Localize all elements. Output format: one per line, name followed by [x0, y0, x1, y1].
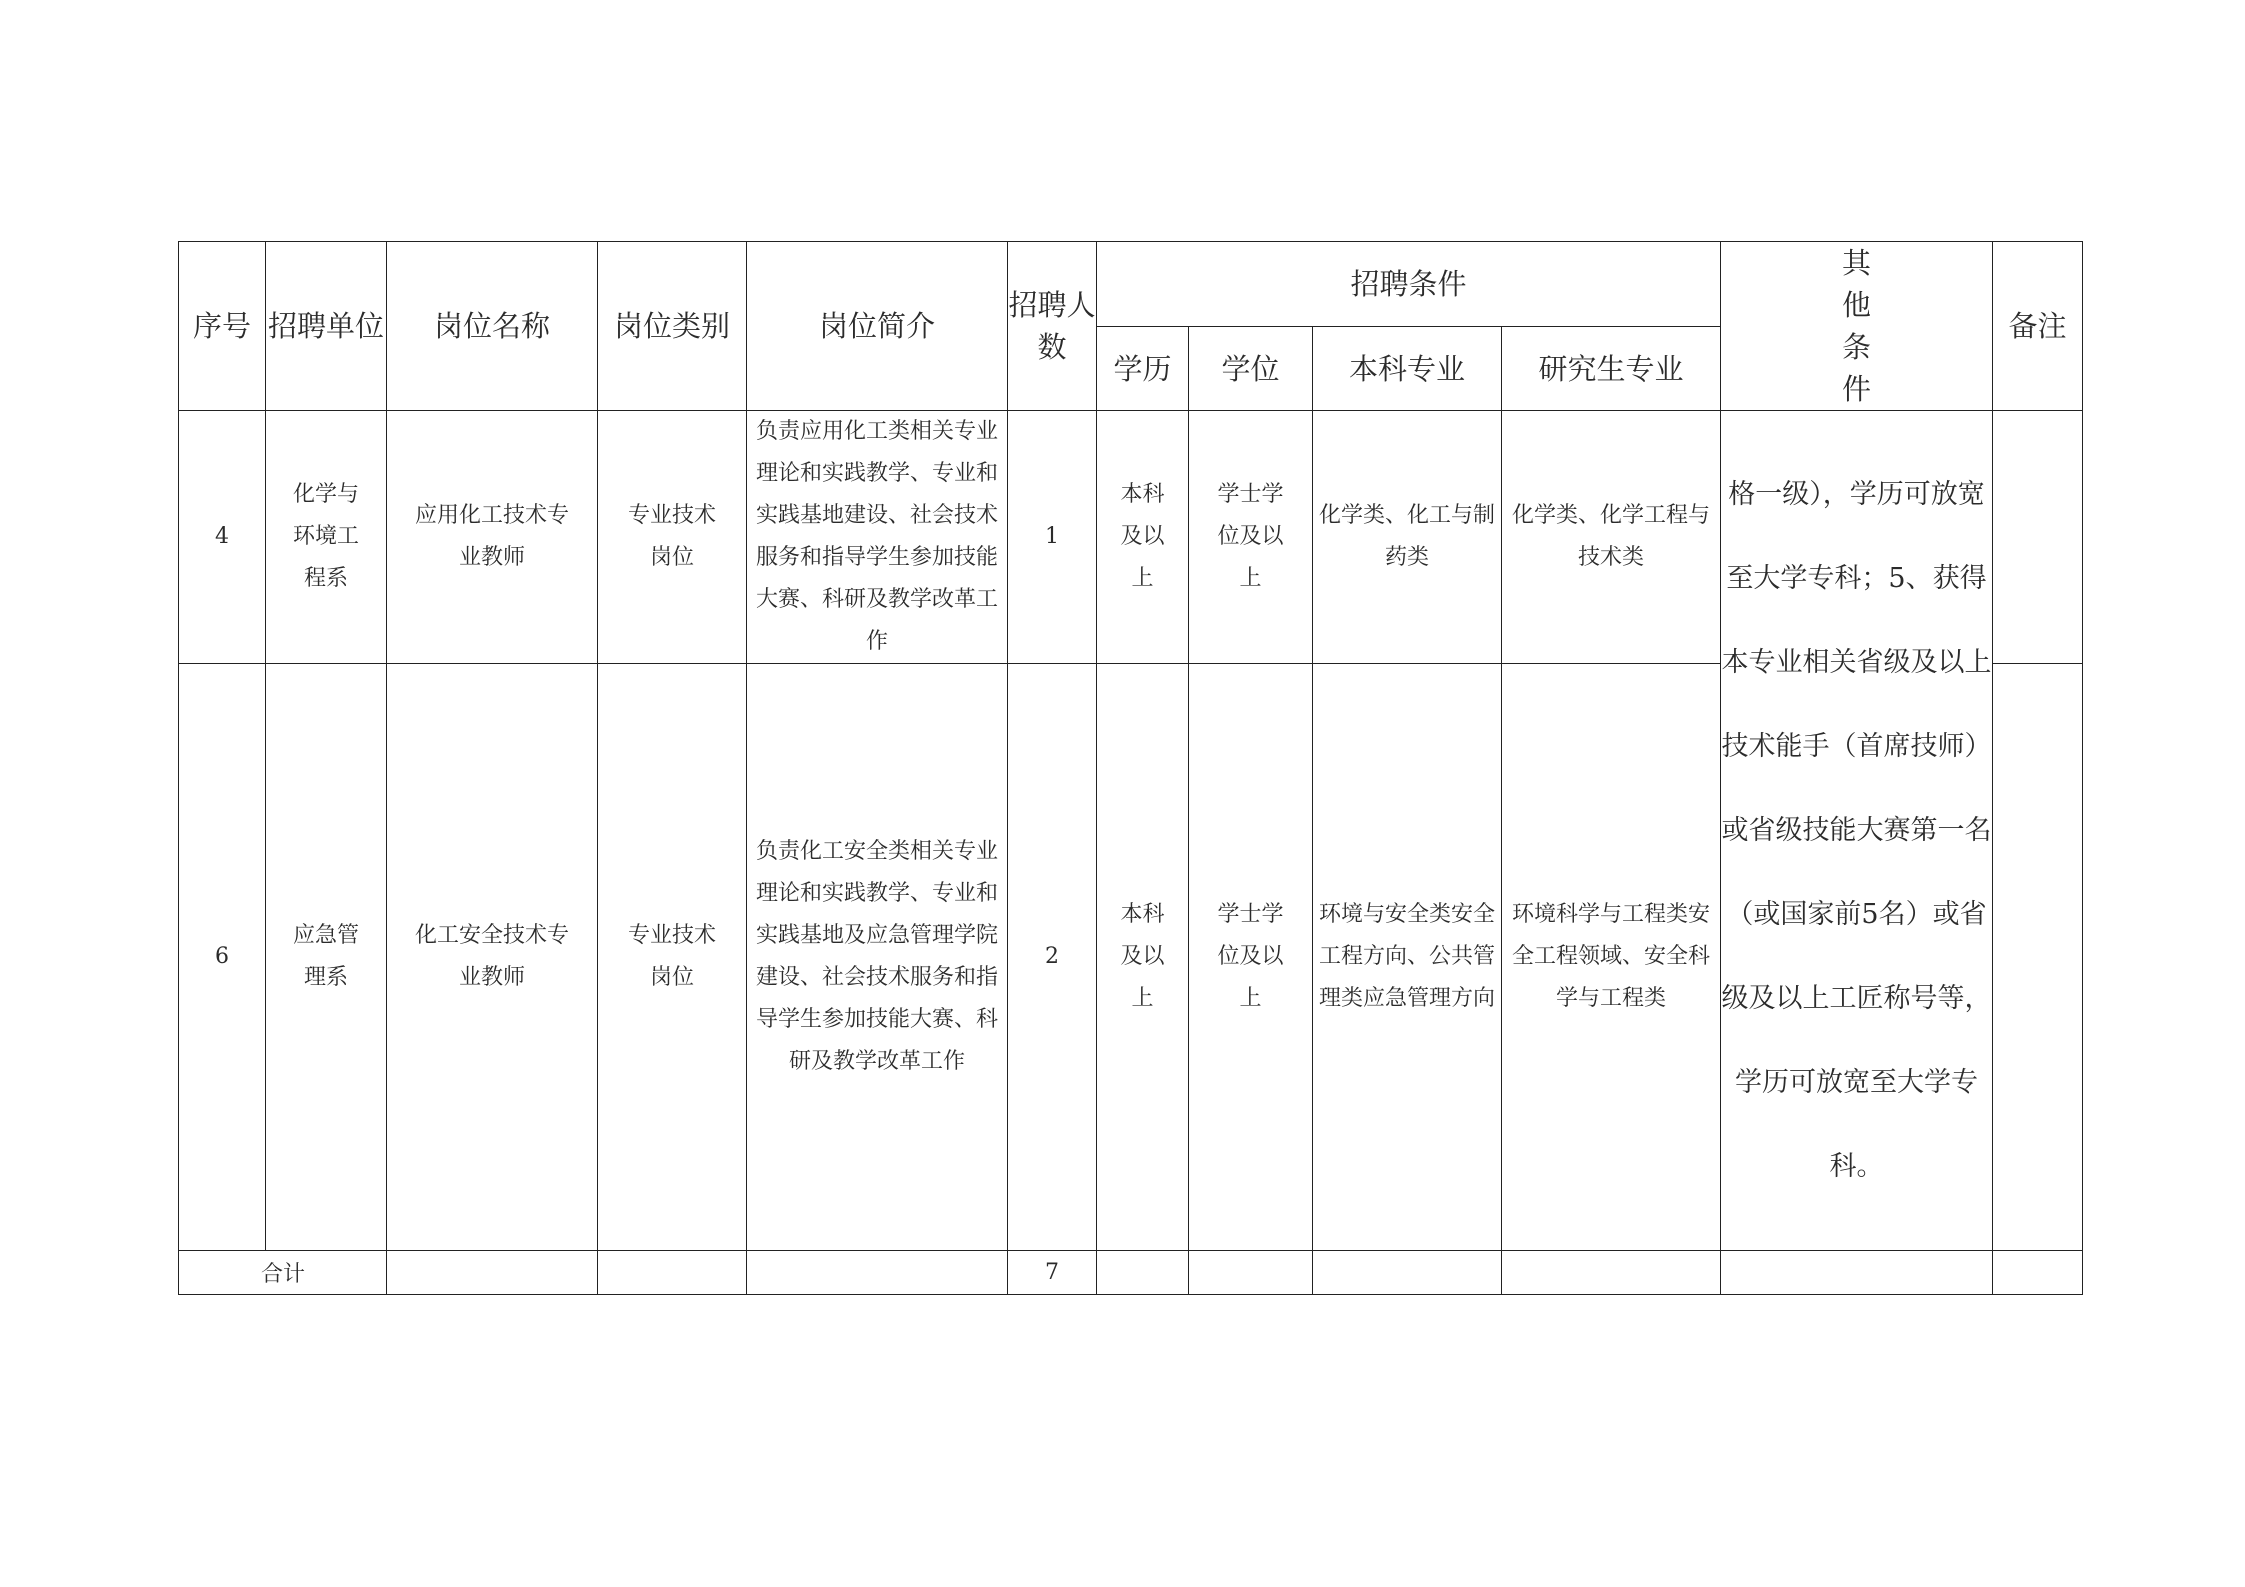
- row-unit: 应急管理系: [266, 664, 387, 1251]
- header-remark: 备注: [1993, 242, 2083, 411]
- table-row: [179, 411, 2083, 664]
- row-post-desc: 负责化工安全类相关专业理论和实践教学、专业和实践基地及应急管理学院建设、社会技术服务和指导学生参加技能大赛、科研及教学改革工作: [747, 664, 1008, 1251]
- header-post-name: 岗位名称: [387, 242, 598, 411]
- total-empty-cell: [747, 1251, 1008, 1295]
- header-other: 其他条件: [1721, 242, 1993, 411]
- row-degree: 学士学位及以上: [1189, 411, 1313, 664]
- header-grad-major: 研究生专业: [1502, 327, 1721, 411]
- row-count: 2: [1008, 664, 1097, 1251]
- row-grad-major: 环境科学与工程类安全工程领域、安全科学与工程类: [1502, 664, 1721, 1251]
- header-unit: 招聘单位: [266, 242, 387, 411]
- row-unit: 化学与环境工程系: [266, 411, 387, 664]
- total-row: [179, 1251, 2083, 1295]
- row-post-type: 专业技术岗位: [598, 411, 747, 664]
- total-count: 7: [1008, 1251, 1097, 1295]
- row-education: 本科及以上: [1097, 664, 1189, 1251]
- header-post-type: 岗位类别: [598, 242, 747, 411]
- row-post-desc: 负责应用化工类相关专业理论和实践教学、专业和实践基地建设、社会技术服务和指导学生参加技能大赛、科研及教学改革工作: [747, 411, 1008, 664]
- row-no: 6: [179, 664, 266, 1251]
- row-remark: [1993, 411, 2083, 664]
- header-count: 招聘人数: [1008, 242, 1097, 411]
- row-count: 1: [1008, 411, 1097, 664]
- header-conditions: 招聘条件: [1097, 242, 1721, 327]
- total-empty-cell: [1189, 1251, 1313, 1295]
- row-grad-major: 化学类、化学工程与技术类: [1502, 411, 1721, 664]
- row-undergrad-major: 化学类、化工与制药类: [1313, 411, 1502, 664]
- total-empty-cell: [387, 1251, 598, 1295]
- total-empty-cell: [598, 1251, 747, 1295]
- row-no: 4: [179, 411, 266, 664]
- total-empty-cell: [1097, 1251, 1189, 1295]
- header-no: 序号: [179, 242, 266, 411]
- recruitment-table: [178, 241, 2083, 1295]
- total-empty-cell: [1502, 1251, 1721, 1295]
- row-degree: 学士学位及以上: [1189, 664, 1313, 1251]
- total-empty-cell: [1721, 1251, 1993, 1295]
- header-post-desc: 岗位简介: [747, 242, 1008, 411]
- total-empty-cell: [1993, 1251, 2083, 1295]
- row-undergrad-major: 环境与安全类安全工程方向、公共管理类应急管理方向: [1313, 664, 1502, 1251]
- row-post-name: 应用化工技术专业教师: [387, 411, 598, 664]
- total-empty-cell: [1313, 1251, 1502, 1295]
- header-undergrad-major: 本科专业: [1313, 327, 1502, 411]
- row-post-name: 化工安全技术专业教师: [387, 664, 598, 1251]
- total-label: 合计: [179, 1251, 387, 1295]
- header-education: 学历: [1097, 327, 1189, 411]
- header-degree: 学位: [1189, 327, 1313, 411]
- row-remark: [1993, 664, 2083, 1251]
- row-education: 本科及以上: [1097, 411, 1189, 664]
- row-post-type: 专业技术岗位: [598, 664, 747, 1251]
- other-conditions: 格一级），学历可放宽至大学专科；5、获得本专业相关省级及以上技术能手（首席技师）或省级技能大赛第一名（或国家前5名）或省级及以上工匠称号等，学历可放宽至大学专科。: [1721, 411, 1993, 1251]
